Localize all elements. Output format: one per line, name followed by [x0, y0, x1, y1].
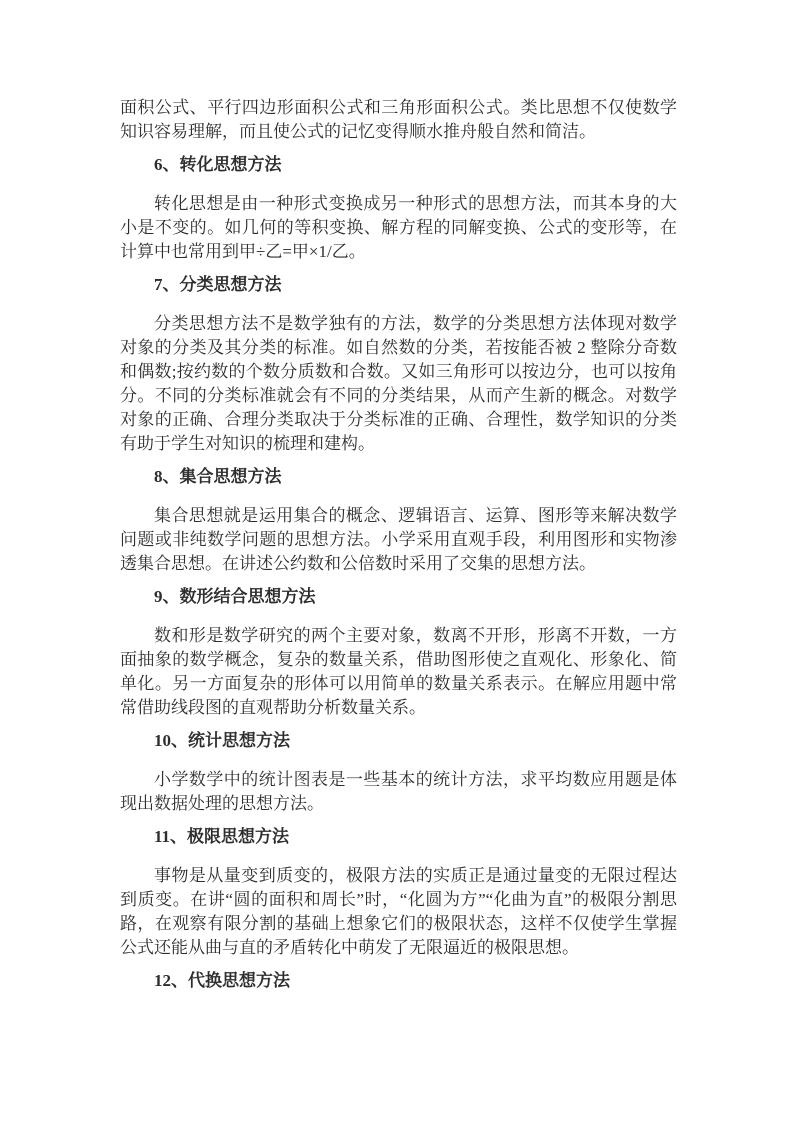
section-body-8: 集合思想就是运用集合的概念、逻辑语言、运算、图形等来解决数学问题或非纯数学问题的思想方法。小学采用直观手段，利用图形和实物渗透集合思想。在讲述公约数和公倍数时采用了交集的思想方法。 — [120, 506, 677, 573]
section-heading-8: 8、集合思想方法 — [154, 467, 282, 486]
section-body-11: 事物是从量变到质变的，极限方法的实质正是通过量变的无限过程达到质变。在讲“圆的面积和周长”时，“化圆为方”“化曲为直”的极限分割思路，在观察有限分割的基础上想象它们的极限状态，这样不仅使学生掌握公式还能从曲与直的矛盾转化中萌发了无限逼近的极限思想。 — [120, 866, 677, 957]
section-heading-6: 6、转化思想方法 — [154, 155, 282, 174]
section-heading-9: 9、数形结合思想方法 — [154, 587, 316, 606]
section-heading-7: 7、分类思想方法 — [154, 275, 282, 294]
section-heading-12: 12、代换思想方法 — [154, 971, 290, 990]
section-heading-10: 10、统计思想方法 — [154, 731, 290, 750]
section-body-10: 小学数学中的统计图表是一些基本的统计方法，求平均数应用题是体现出数据处理的思想方法。 — [120, 770, 677, 813]
section-heading-11: 11、极限思想方法 — [154, 827, 290, 846]
section-body-7: 分类思想方法不是数学独有的方法，数学的分类思想方法体现对数学对象的分类及其分类的标准。如自然数的分类，若按能否被 2 整除分奇数和偶数;按约数的个数分质数和合数。又如三角形可以按边分，也可以按角分。不同的分类标准就会有不同的分类结果，从而产生新的概念。对数学对象的正确、合理分类取决于分类标准的正确、合理性，数学知识的分类有助于学生对知识的梳理和建构。 — [120, 314, 677, 453]
section-body-9: 数和形是数学研究的两个主要对象，数离不开形，形离不开数，一方面抽象的数学概念，复杂的数量关系，借助图形使之直观化、形象化、简单化。另一方面复杂的形体可以用简单的数量关系表示。在解应用题中常常借助线段图的直观帮助分析数量关系。 — [120, 626, 677, 717]
section-body-6: 转化思想是由一种形式变换成另一种形式的思想方法，而其本身的大小是不变的。如几何的等积变换、解方程的同解变换、公式的变形等，在计算中也常用到甲÷乙=甲×1/乙。 — [120, 194, 677, 261]
continuation-paragraph: 面积公式、平行四边形面积公式和三角形面积公式。类比思想不仅使数学知识容易理解，而且使公式的记忆变得顺水推舟般自然和简洁。 — [120, 98, 677, 141]
